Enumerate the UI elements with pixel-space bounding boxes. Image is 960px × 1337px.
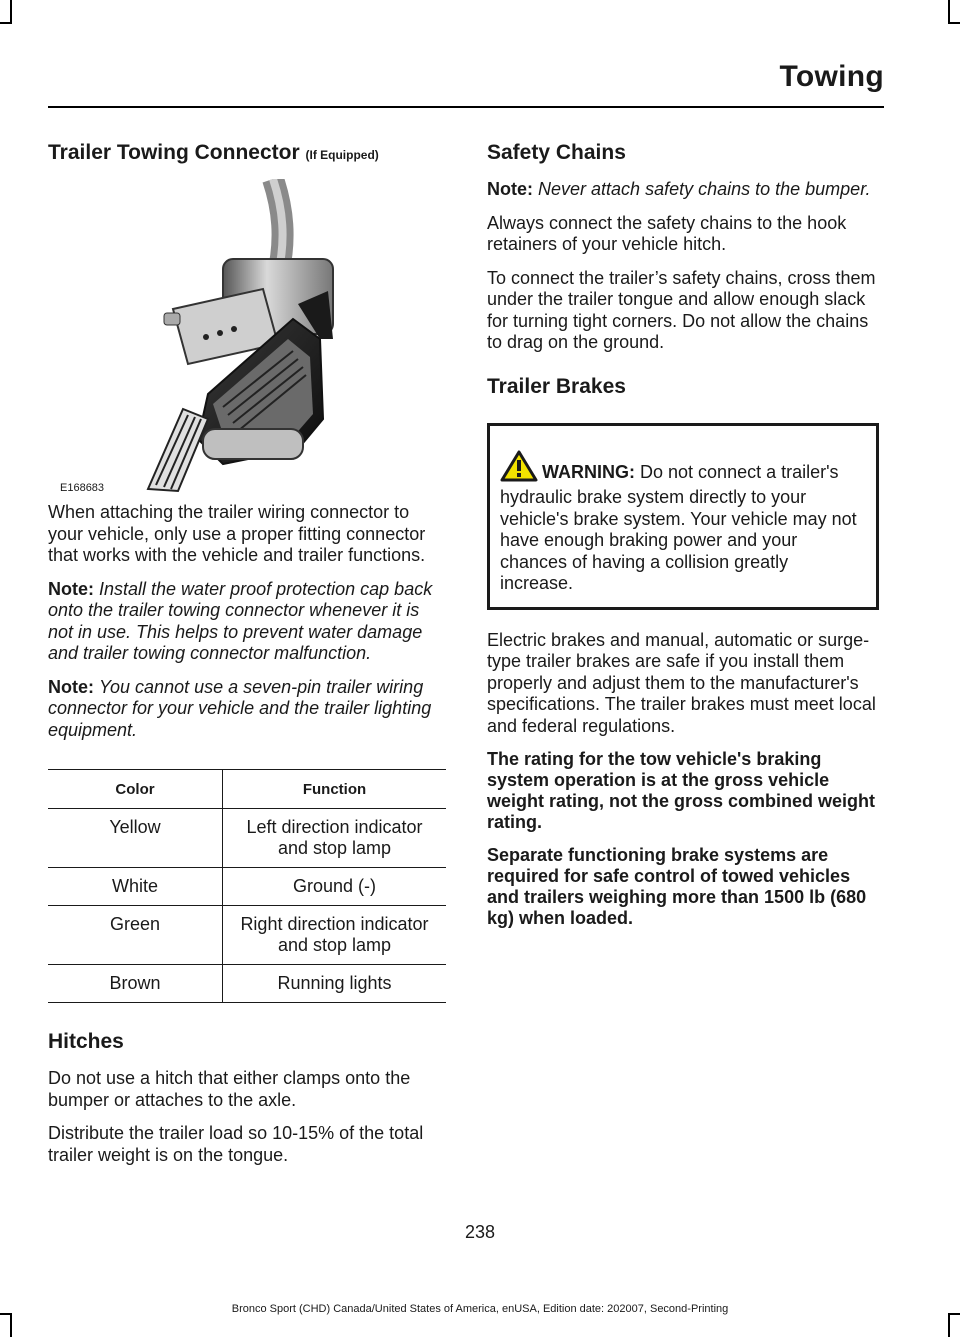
- right-column: [487, 140, 879, 941]
- color-cell: White: [48, 868, 223, 906]
- wiring-color-table: [48, 769, 446, 1003]
- table-row: [48, 868, 446, 906]
- column-header-function: Function: [223, 770, 447, 809]
- column-header-color: Color: [48, 770, 223, 809]
- hitches-heading: Hitches: [48, 1030, 124, 1054]
- crop-mark: [0, 22, 12, 24]
- warning-text: Do not connect a trailer's hydraulic brake system directly to your vehicle's brake system. Your vehicle may not have enough braking power and your chances of having a collision greatly increase.: [500, 461, 857, 594]
- hitches-paragraph: Distribute the trailer load so 10-15% of the total trailer weight is on the tongue.: [48, 1123, 424, 1165]
- trailer-connector-image: [48, 179, 446, 494]
- trailer-brakes-heading: Trailer Brakes: [487, 374, 626, 398]
- note-paragraph: [487, 179, 879, 201]
- crop-mark: [10, 1313, 12, 1337]
- warning-box: [487, 423, 879, 610]
- left-column: [48, 140, 446, 1178]
- note-text: You cannot use a seven-pin trailer wiring connector for your vehicle and the trailer lighting equipment.: [48, 676, 432, 740]
- brakes-separate-paragraph: Separate functioning brake systems are required for safe control of towed vehicles and trailers weighing more than 1500 lb (680 kg) when loaded.: [487, 845, 867, 929]
- chains-paragraph: To connect the trailer’s safety chains, cross them under the trailer tongue and allow enough slack for turning tight corners. Do not allow the chains to drag on the ground.: [487, 267, 876, 353]
- brakes-rating-paragraph: The rating for the tow vehicle's braking system operation is at the gross vehicle weight rating, not the gross combined weight rating.: [487, 749, 876, 833]
- color-cell: Brown: [48, 965, 223, 1003]
- footer-text: Bronco Sport (CHD) Canada/United States of America, enUSA, Edition date: 202007, Second-Printing: [231, 1303, 729, 1315]
- note-text: Never attach safety chains to the bumper.: [538, 179, 871, 200]
- intro-paragraph: When attaching the trailer wiring connector to your vehicle, only use a proper fitting connector that works with the vehicle and trailer functions.: [48, 502, 426, 566]
- safety-chains-heading: Safety Chains: [487, 141, 626, 164]
- crop-mark: [948, 1313, 950, 1337]
- section-title: Towing: [779, 60, 884, 93]
- table-header-row: [48, 770, 446, 809]
- connector-heading-suffix: (If Equipped): [305, 148, 379, 162]
- note-label: Note:: [487, 179, 533, 200]
- table-row: [48, 906, 446, 965]
- note-label: Note:: [48, 676, 94, 697]
- function-cell: Running lights: [223, 965, 447, 1003]
- connector-illustration: [48, 179, 446, 494]
- connector-heading: [48, 140, 446, 165]
- table-row: [48, 809, 446, 868]
- warning-triangle-icon: [500, 450, 538, 488]
- crop-mark: [948, 0, 950, 24]
- connector-heading-text: Trailer Towing Connector: [48, 141, 300, 164]
- function-cell: Left direction indicator and stop lamp: [223, 809, 447, 868]
- header-rule: [48, 106, 884, 108]
- figure-code: E168683: [60, 482, 105, 495]
- color-cell: Green: [48, 906, 223, 965]
- function-cell: Right direction indicator and stop lamp: [223, 906, 447, 965]
- brakes-paragraph: Electric brakes and manual, automatic or surge-type trailer brakes are safe if you install them properly and adjust them to the manufacturer's specifications. The trailer brakes must meet local and federal regulations.: [487, 629, 876, 736]
- crop-mark: [948, 22, 960, 24]
- function-cell: Ground (-): [223, 868, 447, 906]
- warning-label: WARNING:: [542, 461, 635, 482]
- color-cell: Yellow: [48, 809, 223, 868]
- crop-mark: [10, 0, 12, 24]
- note-paragraph: [48, 579, 446, 665]
- chains-paragraph: Always connect the safety chains to the hook retainers of your vehicle hitch.: [487, 212, 847, 255]
- note-label: Note:: [48, 578, 94, 599]
- note-paragraph: [48, 677, 446, 742]
- note-text: Install the water proof protection cap back onto the trailer towing connector whenever it is not in use. This helps to prevent water damage and trailer towing connector malfunction.: [48, 578, 433, 664]
- page-number: 238: [464, 1222, 496, 1242]
- table-row: [48, 965, 446, 1003]
- hitches-paragraph: Do not use a hitch that either clamps onto the bumper or attaches to the axle.: [48, 1068, 411, 1110]
